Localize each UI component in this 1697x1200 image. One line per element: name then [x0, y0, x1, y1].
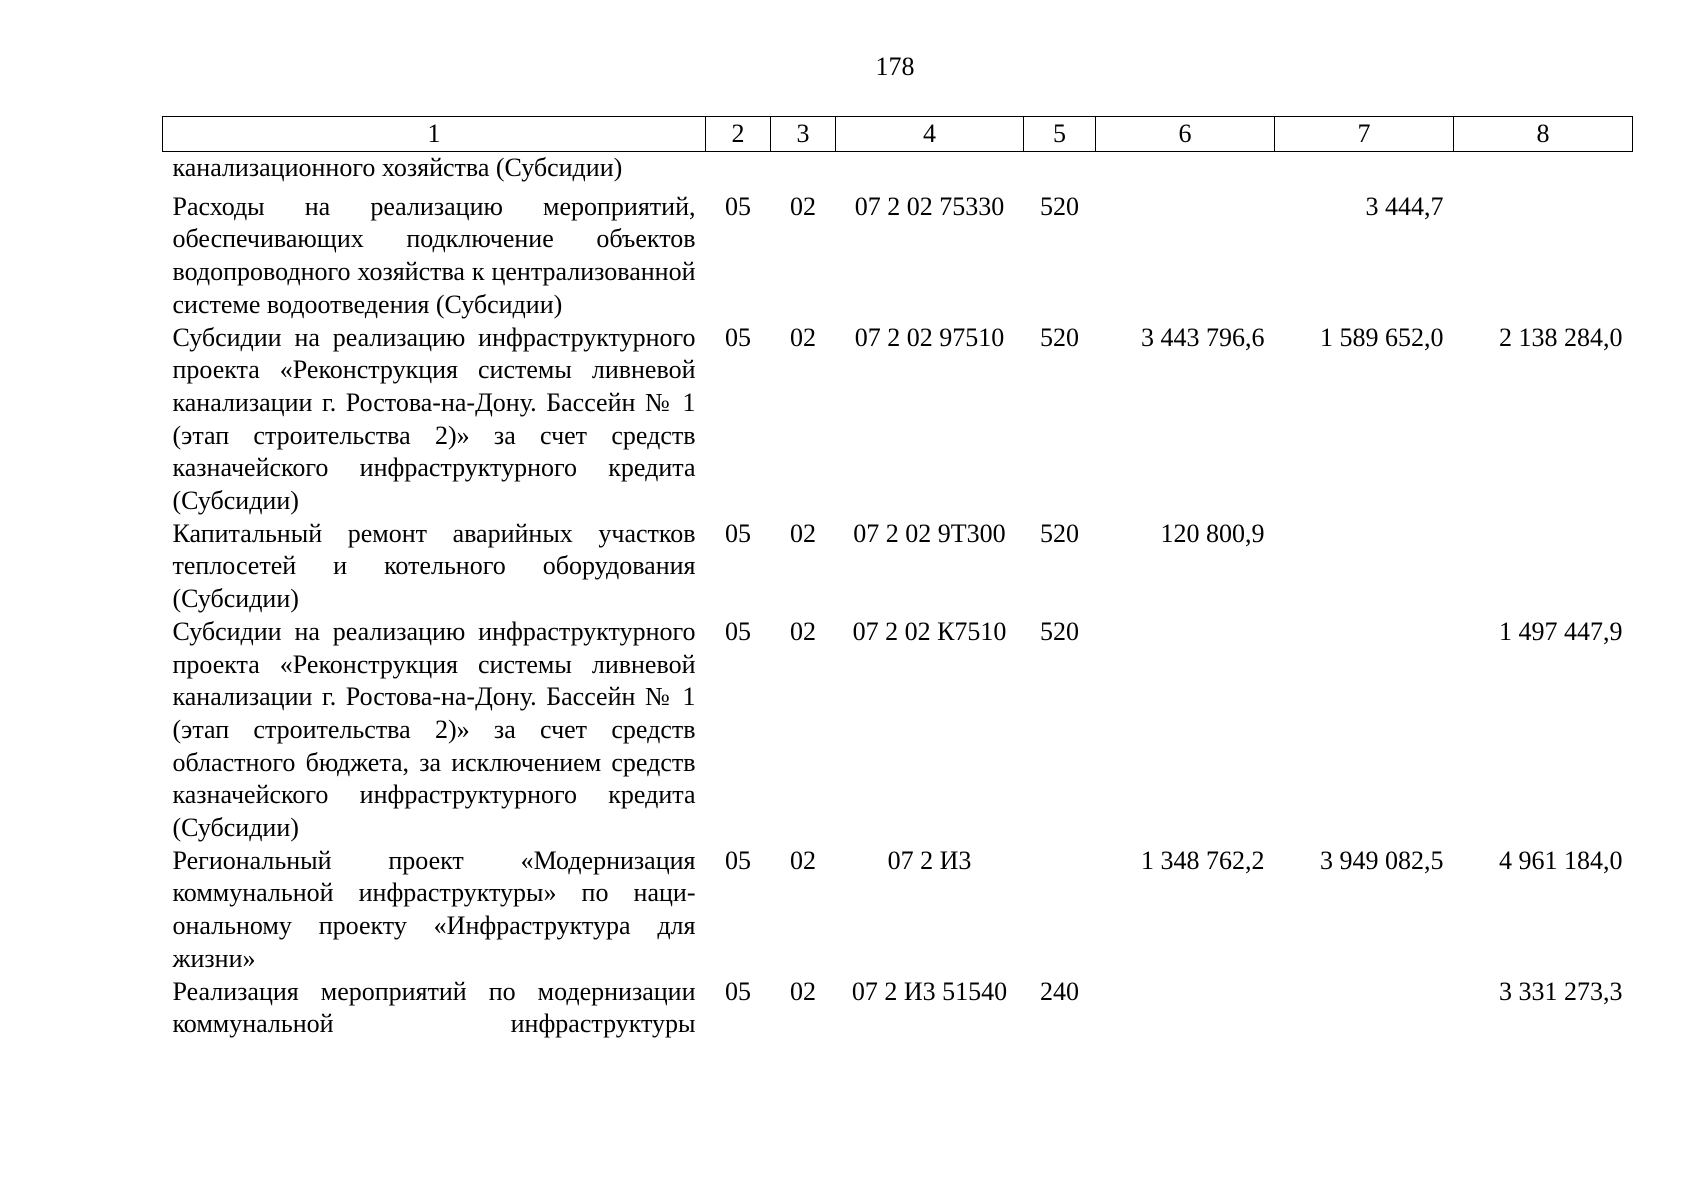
row-section-code: [706, 152, 771, 191]
row-subsection-code: 02: [790, 845, 816, 875]
row-amount-year-1: [1096, 191, 1275, 322]
row-amount-year-3: 2 138 284,0: [1499, 322, 1623, 352]
row-target-article: 07 2 02 75330: [854, 191, 1005, 221]
row-description: Реализация мероприятий по модернизации коммунальной инфраструктуры: [172, 976, 696, 1039]
row-amount-year-1: 120 800,9: [1160, 518, 1265, 548]
row-target-article: 07 2 02 97510: [854, 322, 1005, 352]
row-amount-year-2: [1275, 518, 1454, 616]
row-amount-year-1: 1 348 762,2: [1141, 845, 1265, 875]
table-body: [163, 152, 1633, 1041]
row-expense-type: 240: [1040, 976, 1079, 1006]
row-subsection-code: 02: [790, 322, 816, 352]
row-subsection-code: 02: [790, 616, 816, 646]
row-target-article: [836, 152, 1024, 191]
table-row: [163, 152, 1633, 191]
row-subsection-code: 02: [790, 518, 816, 548]
row-subsection-code: [771, 152, 836, 191]
row-expense-type: 520: [1040, 191, 1079, 221]
row-section-code: 05: [725, 845, 751, 875]
row-amount-year-2: [1275, 616, 1454, 845]
row-amount-year-2: 3 444,7: [1365, 191, 1444, 221]
row-expense-type: 520: [1040, 616, 1079, 646]
row-section-code: 05: [725, 616, 751, 646]
row-amount-year-3: 3 331 273,3: [1499, 976, 1623, 1006]
row-amount-year-1: [1096, 616, 1275, 845]
table-row: [163, 976, 1633, 1041]
row-section-code: 05: [725, 191, 751, 221]
table-row: [163, 845, 1633, 976]
row-amount-year-2: [1275, 152, 1454, 191]
row-amount-year-3: [1454, 152, 1633, 191]
table-row: [163, 518, 1633, 616]
row-amount-year-2: 3 949 082,5: [1320, 845, 1444, 875]
page-number: 178: [875, 52, 915, 81]
row-target-article: 07 2 И3 51540: [851, 976, 1008, 1006]
row-target-article: 07 2 И3: [887, 845, 972, 875]
row-amount-year-1: 3 443 796,6: [1141, 322, 1265, 352]
table-row: [163, 191, 1633, 322]
header-col-7: 7: [1275, 117, 1454, 152]
table-header: [163, 117, 1633, 152]
header-col-5: 5: [1024, 117, 1096, 152]
header-col-1: 1: [163, 117, 706, 152]
header-row: [163, 117, 1633, 152]
budget-table-container: [162, 116, 1632, 1041]
header-col-8: 8: [1454, 117, 1633, 152]
header-col-4: 4: [836, 117, 1024, 152]
table-row: [163, 322, 1633, 518]
row-amount-year-3: 1 497 447,9: [1499, 616, 1623, 646]
row-amount-year-1: [1096, 976, 1275, 1041]
row-description: Расходы на реализацию мероприятий, обеспечивающих подключение объектов водопроводного хозяйства к централизованной системе водоотведения (Субсидии): [172, 191, 696, 319]
row-section-code: 05: [725, 322, 751, 352]
row-section-code: 05: [725, 518, 751, 548]
row-amount-year-1: [1096, 152, 1275, 191]
row-description: Субсидии на реализацию инфраструктурного проекта «Реконструкция системы ливневой канализации г. Ростова-на-Дону. Бассейн № 1 (этап строительства 2)» за счет средств казначейского инфраструктурного кредита (Субсидии): [172, 322, 696, 516]
header-col-3: 3: [771, 117, 836, 152]
row-subsection-code: 02: [790, 191, 816, 221]
row-amount-year-2: [1275, 976, 1454, 1041]
budget-table: [162, 116, 1633, 1041]
header-col-6: 6: [1096, 117, 1275, 152]
row-description: Субсидии на реализацию инфраструктурного проекта «Реконструкция системы ливневой канализации г. Ростова-на-Дону. Бассейн № 1 (этап строительства 2)» за счет средств областного бюджета, за исключением средств казначейского инфраструктурного кредита (Субсидии): [172, 616, 696, 843]
row-target-article: 07 2 02 9Т300: [853, 518, 1006, 548]
row-amount-year-3: [1454, 518, 1633, 616]
row-target-article: 07 2 02 К7510: [852, 616, 1007, 646]
row-amount-year-2: 1 589 652,0: [1320, 322, 1444, 352]
row-expense-type: 520: [1040, 322, 1079, 352]
row-description: канализационного хозяйства (Субсидии): [172, 153, 623, 182]
row-expense-type: [1024, 845, 1096, 976]
header-col-2: 2: [706, 117, 771, 152]
row-expense-type: [1024, 152, 1096, 191]
row-section-code: 05: [725, 976, 751, 1006]
row-subsection-code: 02: [790, 976, 816, 1006]
row-description: Региональный проект «Модернизация коммунальной инфраструктуры» по национальному проекту «Инфраструктура для жизни»: [172, 845, 696, 973]
row-amount-year-3: [1454, 191, 1633, 322]
row-expense-type: 520: [1040, 518, 1079, 548]
row-description: Капитальный ремонт аварийных участков теплосетей и котельного оборудования (Субсидии): [172, 518, 696, 614]
table-row: [163, 616, 1633, 845]
row-amount-year-3: 4 961 184,0: [1499, 845, 1623, 875]
